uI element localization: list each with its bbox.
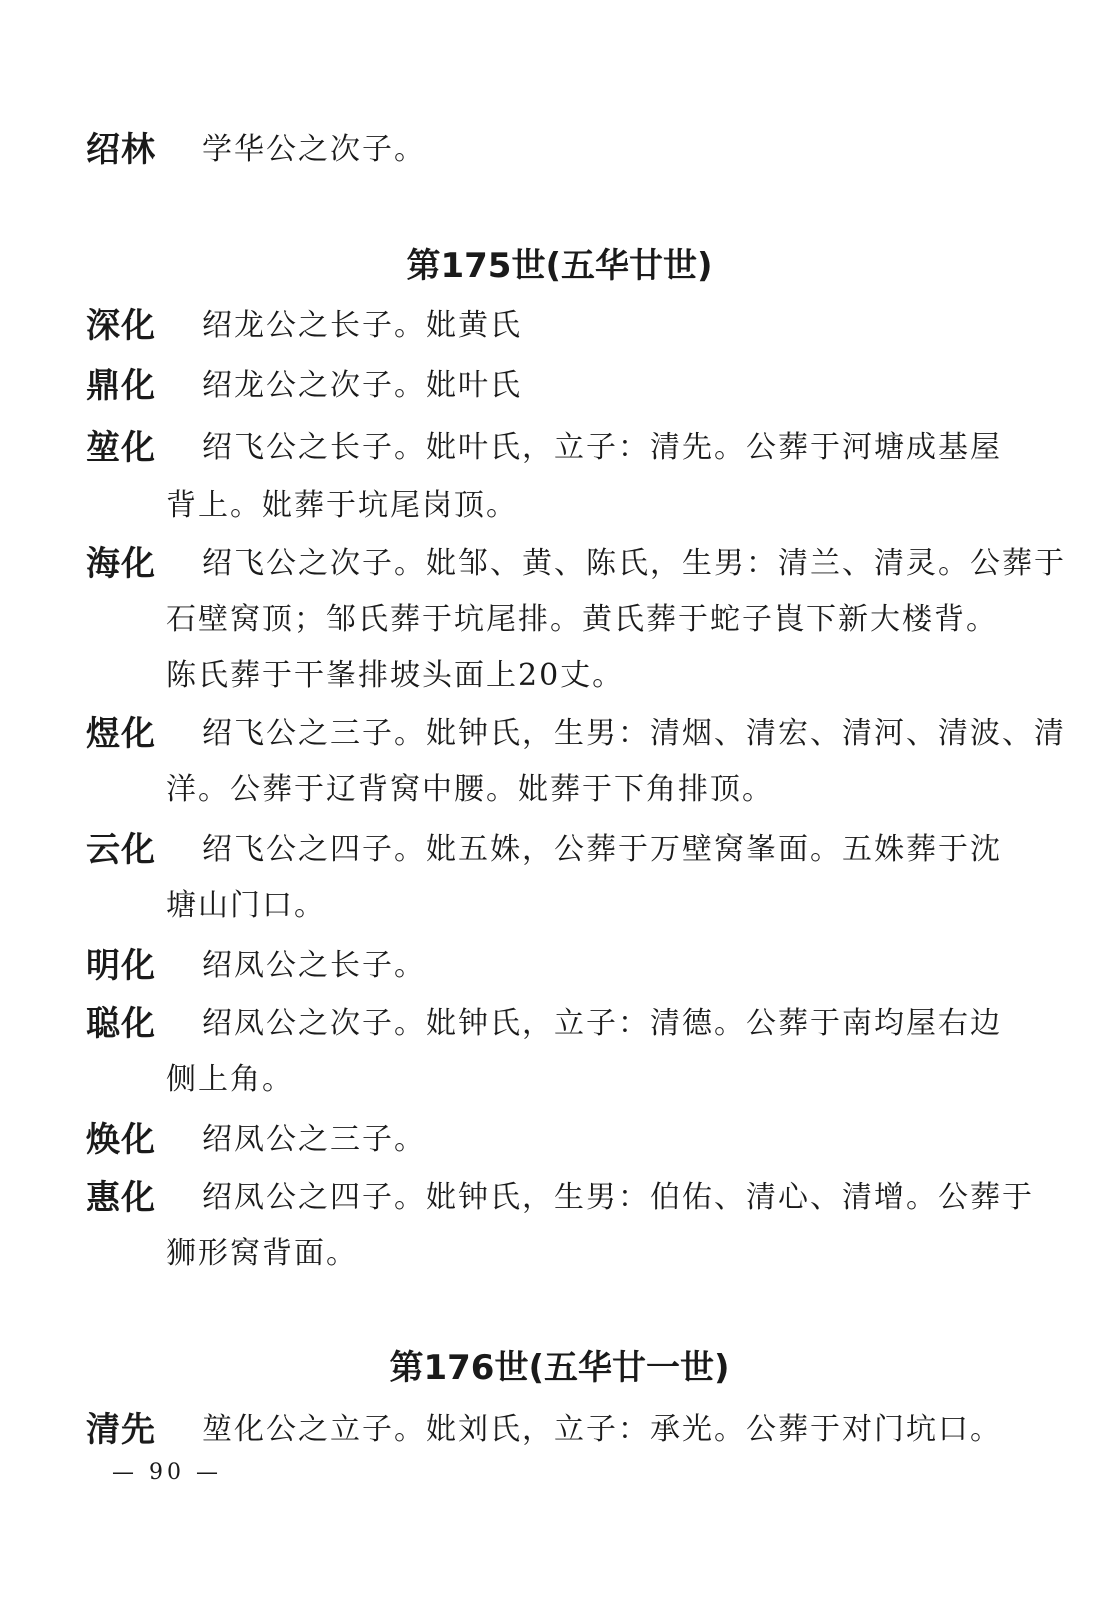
page-number: — 90 —	[112, 1460, 222, 1485]
entry-name: 惠化	[86, 1178, 156, 1218]
entry-name: 云化	[86, 830, 156, 870]
entry-text: 绍龙公之长子。妣黄氏	[202, 308, 522, 343]
entry-text: 绍凤公之四子。妣钟氏，生男：伯佑、清心、清增。公葬于	[202, 1180, 1034, 1215]
entry-text: 背上。妣葬于坑尾岗顶。	[166, 488, 518, 523]
entry-text: 洋。公葬于辽背窝中腰。妣葬于下角排顶。	[166, 772, 774, 807]
entry-text: 绍凤公之次子。妣钟氏，立子：清德。公葬于南均屋右边	[202, 1006, 1002, 1041]
generation-heading-175: 第175世(五华廿世)	[406, 246, 713, 286]
entry-text: 堃化公之立子。妣刘氏，立子：承光。公葬于对门坑口。	[202, 1412, 1002, 1447]
entry-text: 绍龙公之次子。妣叶氏	[202, 368, 522, 403]
entry-name: 煜化	[86, 714, 156, 754]
entry-text: 侧上角。	[166, 1062, 294, 1097]
entry-text: 狮形窝背面。	[166, 1236, 358, 1271]
entry-text: 绍飞公之长子。妣叶氏，立子：清先。公葬于河塘成基屋	[202, 430, 1002, 465]
entry-name: 明化	[86, 946, 156, 986]
entry-name: 聪化	[86, 1004, 156, 1044]
entry-text: 绍飞公之次子。妣邹、黄、陈氏，生男：清兰、清灵。公葬于	[202, 546, 1066, 581]
entry-name: 鼎化	[86, 366, 156, 406]
entry-text: 绍凤公之长子。	[202, 948, 426, 983]
entry-name: 海化	[86, 544, 156, 584]
entry-text: 石壁窝顶；邹氏葬于坑尾排。黄氏葬于蛇子崀下新大楼背。	[166, 602, 998, 637]
entry-name: 清先	[86, 1410, 156, 1450]
entry-text: 绍飞公之三子。妣钟氏，生男：清烟、清宏、清河、清波、清	[202, 716, 1066, 751]
entry-text: 学华公之次子。	[202, 132, 426, 167]
entry-text: 塘山门口。	[166, 888, 326, 923]
generation-heading-176: 第176世(五华廿一世)	[389, 1348, 730, 1388]
entry-text: 绍飞公之四子。妣五姝，公葬于万壁窝峯面。五姝葬于沈	[202, 832, 1002, 867]
entry-text: 陈氏葬于干峯排坡头面上20丈。	[166, 658, 625, 693]
entry-name: 堃化	[86, 428, 156, 468]
entry-name: 焕化	[86, 1120, 156, 1160]
entry-name: 深化	[86, 306, 156, 346]
entry-name: 绍林	[86, 130, 156, 170]
entry-text: 绍凤公之三子。	[202, 1122, 426, 1157]
